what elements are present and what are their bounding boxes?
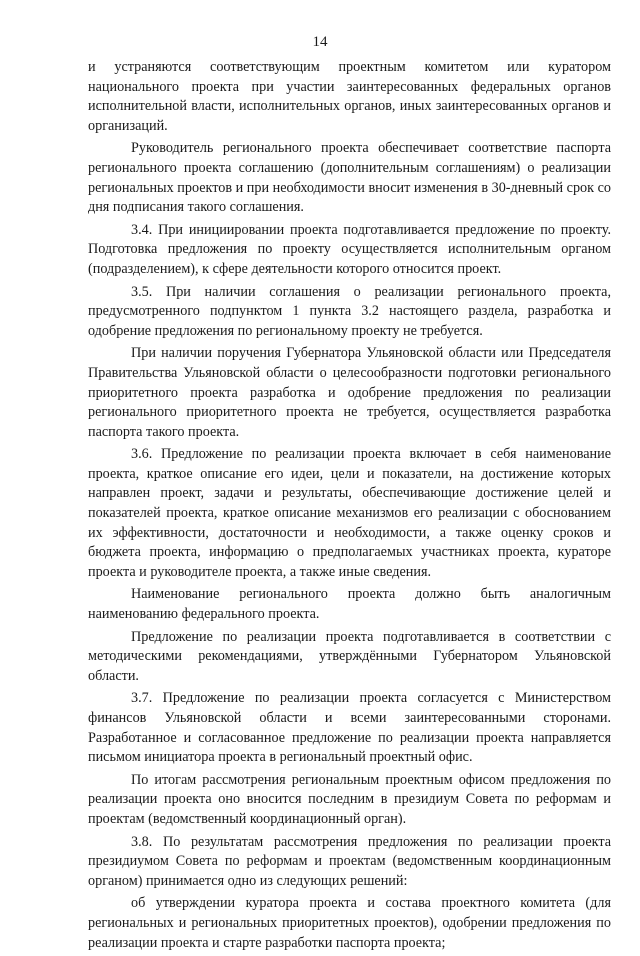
paragraph-9: 3.7. Предложение по реализации проекта согласуется с Министерством финансов Ульяновской области и всеми заинтересованными сторонами. Разработанное и согласованное предложение по реализации проекта направляется письмом инициатора проекта в региональный проектный офис. <box>88 690 611 766</box>
paragraph-8: Предложение по реализации проекта подготавливается в соответствии с методическими рекомендациями, утверждёнными Губернатором Ульяновской области. <box>88 628 611 684</box>
page-number: 14 <box>312 34 328 50</box>
paragraph-12: об утверждении куратора проекта и состава проектного комитета (для региональных и региональных приоритетных проектов), одобрении предложения по реализации проекта и старте разработки паспорта проекта; <box>88 895 611 951</box>
document-body <box>88 58 611 956</box>
paragraph-11: 3.8. По результатам рассмотрения предложения по реализации проекта президиумом Совета по реформам и проектам (ведомственным координационным органом) принимается одно из следующих решений: <box>88 833 611 889</box>
paragraph-7: Наименование регионального проекта должно быть аналогичным наименованию федерального проекта. <box>88 586 611 623</box>
paragraph-4: 3.5. При наличии соглашения о реализации регионального проекта, предусмотренного подпунктом 1 пункта 3.2 настоящего раздела, разработка и одобрение предложения по региональному проекту не требуется. <box>88 283 611 339</box>
paragraph-1: и устраняются соответствующим проектным комитетом или куратором национального проекта при участии заинтересованных федеральных органов исполнительной власти, исполнительных органов, иных заинтересованных органов и организаций. <box>88 59 611 134</box>
paragraph-6: 3.6. Предложение по реализации проекта включает в себя наименование проекта, краткое описание его идеи, цели и показатели, на достижение которых направлен проект, задачи и результаты, обеспечивающие достижение целей и показателей проекта, краткое описание механизмов его реализации с обоснованием их эффективности, достаточности и необходимости, а также оценку сроков и бюджета проекта, информацию о предполагаемых участниках проекта, кураторе проекта и руководителе проекта, а также иные сведения. <box>88 446 611 580</box>
paragraph-5: При наличии поручения Губернатора Ульяновской области или Председателя Правительства Ульяновской области о целесообразности подготовки регионального приоритетного проекта разработка и одобрение предложения по реализации регионального приоритетного проекта не требуется, осуществляется разработка паспорта такого проекта. <box>88 345 611 440</box>
paragraph-10: По итогам рассмотрения региональным проектным офисом предложения по реализации проекта оно вносится последним в президиум Совета по реформам и проектам (ведомственный координационный орган). <box>88 771 611 827</box>
paragraph-3: 3.4. При инициировании проекта подготавливается предложение по проекту. Подготовка предложения по проекту осуществляется исполнительным органом (подразделением), к сфере деятельности которого относится проект. <box>88 221 611 277</box>
paragraph-2: Руководитель регионального проекта обеспечивает соответствие паспорта регионального проекта соглашению (дополнительным соглашениям) о реализации региональных проектов и при необходимости вносит изменения в 30-дневный срок со дня подписания такого соглашения. <box>88 140 611 216</box>
